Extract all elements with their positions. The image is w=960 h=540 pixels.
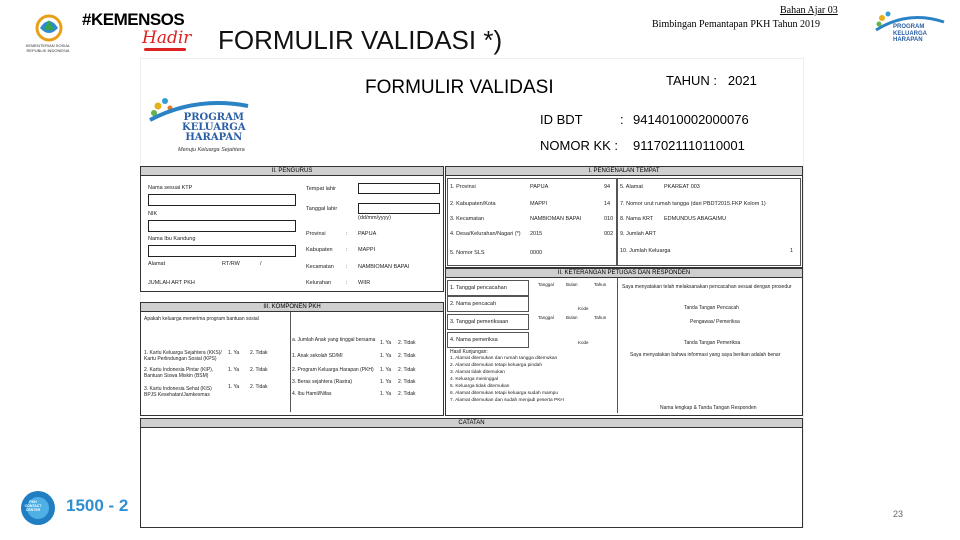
hasil-header: Hasil Kunjungan: xyxy=(450,349,488,355)
pengenalan-r1-code: 94 xyxy=(604,184,611,190)
pengenalan-r1b-label: 5. Alamat xyxy=(620,184,643,190)
pengenalan-r1b-value: PKAREAT 003 xyxy=(664,184,700,190)
pengenalan-r5b-value: 1 xyxy=(790,248,794,254)
komponen-q7-ya[interactable]: 1. Ya xyxy=(380,379,392,385)
section-pengurus-header: II. PENGURUS xyxy=(141,167,443,176)
field-tanggal-lahir[interactable] xyxy=(358,203,440,214)
hotline-caption: PKH CONTACT CENTER xyxy=(24,500,42,512)
k3-tanggal: Tanggal xyxy=(538,315,554,320)
hasil-4: 4. Keluarga meninggal xyxy=(450,377,499,382)
keterangan-k4: 4. Nama pemeriksa xyxy=(450,337,498,343)
komponen-q2-tidak[interactable]: 2. Tidak xyxy=(250,367,268,373)
komponen-q7-tidak[interactable]: 2. Tidak xyxy=(398,379,416,385)
id-bdt-value: 9414010002000076 xyxy=(633,112,749,127)
komponen-q6: 2. Program Keluarga Harapan (PKH) xyxy=(292,367,374,373)
komponen-q8-ya[interactable]: 1. Ya xyxy=(380,391,392,397)
hasil-3: 3. Alamat tidak ditemukan xyxy=(450,370,505,375)
nomor-kk-value: 9117021110110001 xyxy=(633,138,745,153)
brand-hashtag: #KEMENSOS xyxy=(82,10,185,29)
form-title: FORMULIR VALIDASI xyxy=(365,77,554,98)
value-kecamatan: NAMBIOMAN BAPAI xyxy=(358,264,410,270)
colon-kelurahan: : xyxy=(346,280,348,286)
komponen-q3: 3. Kartu Indonesia Sehat (KIS) BPJS Kesehatan/Jamkesmas xyxy=(144,386,212,398)
value-kelurahan: WIIR xyxy=(358,280,371,286)
k3-tahun: Tahun xyxy=(594,315,607,320)
keterangan-k2: 2. Nama pencacah xyxy=(450,301,497,307)
ministry-caption: KEMENTERIAN SOSIAL REPUBLIK INDONESIA xyxy=(25,43,71,53)
hasil-7: 7. Alamat ditemukan dan sudah menjadi peserta PKH xyxy=(450,398,564,403)
hasil-6: 6. Alamat ditemukan tetapi keluarga sudah mampu xyxy=(450,391,558,396)
k1-tahun: Tahun xyxy=(594,282,607,287)
pengenalan-r3-label: 3. Kecamatan xyxy=(450,216,484,222)
komponen-q3-tidak[interactable]: 2. Tidak xyxy=(250,384,268,390)
komponen-q4-ya[interactable]: 1. Ya xyxy=(380,340,392,346)
material-label: Bahan Ajar 03 xyxy=(780,5,838,16)
hasil-1: 1. Alamat ditemukan dan rumah tangga ditemukan xyxy=(450,356,558,361)
field-nama-ibu[interactable] xyxy=(148,245,296,257)
k3-bulan: Bulan xyxy=(566,315,578,320)
pengenalan-r2b-label: 7. Nomor urut rumah tangga (dari PBDT2015.FKP Kolom 1) xyxy=(620,201,766,207)
brand-tagline: Hadir xyxy=(142,28,192,48)
label-kelurahan: Kelurahan xyxy=(306,280,332,286)
pengenalan-r4-code: 002 xyxy=(604,231,614,237)
field-nik[interactable] xyxy=(148,220,296,232)
k2-kode: Kode xyxy=(578,306,589,311)
komponen-q8: 4. Ibu Hamil/Nifas xyxy=(292,391,332,397)
pengenalan-r2-code: 14 xyxy=(604,201,611,207)
keterangan-divider xyxy=(617,278,618,413)
kemensos-emblem-icon xyxy=(18,8,80,64)
label-nama-ktp: Nama sesuai KTP xyxy=(148,185,193,191)
komponen-q2: 2. Kartu Indonesia Pintar (KIP), Bantuan Siswa Miskin (BSM) xyxy=(144,367,214,379)
keterangan-note1: Saya menyatakan telah melaksanakan pencacahan sesuai dengan prosedur xyxy=(622,284,792,290)
komponen-q4: a. Jumlah Anak yang tinggal bersama xyxy=(292,337,376,343)
label-kecamatan: Kecamatan xyxy=(306,264,334,270)
form-year: TAHUN : 2021 xyxy=(666,73,757,88)
komponen-q1-tidak[interactable]: 2. Tidak xyxy=(250,350,268,356)
section-keterangan-header: II. KETERANGAN PETUGAS DAN RESPONDEN xyxy=(446,269,802,278)
label-provinsi: Provinsi xyxy=(306,231,326,237)
page-number: 23 xyxy=(893,509,904,519)
komponen-q6-ya[interactable]: 1. Ya xyxy=(380,367,392,373)
id-bdt-colon: : xyxy=(620,112,624,127)
pengenalan-r5-value: 0000 xyxy=(530,250,543,256)
komponen-q7: 3. Beras sejahtera (Rastra) xyxy=(292,379,353,385)
colon-provinsi: : xyxy=(346,231,348,237)
komponen-q5-tidak[interactable]: 2. Tidak xyxy=(398,353,416,359)
komponen-q6-tidak[interactable]: 2. Tidak xyxy=(398,367,416,373)
pengenalan-r1-value: PAPUA xyxy=(530,184,549,190)
komponen-q5-ya[interactable]: 1. Ya xyxy=(380,353,392,359)
field-tempat-lahir[interactable] xyxy=(358,183,440,194)
section-pengenalan-header: I. PENGENALAN TEMPAT xyxy=(446,167,802,176)
komponen-q1: 1. Kartu Keluarga Sejahtera (KKS)/ Kartu Perlindungan Sosial (KPS) xyxy=(144,350,222,362)
colon-kabupaten: : xyxy=(346,247,348,253)
hotline-number: 1500 - 2 xyxy=(66,496,129,515)
colon-kecamatan: : xyxy=(346,264,348,270)
komponen-q1-ya[interactable]: 1. Ya xyxy=(228,350,240,356)
course-label: Bimbingan Pemantapan PKH Tahun 2019 xyxy=(652,19,820,30)
komponen-q5: 1. Anak sekolah SD/MI xyxy=(292,353,343,359)
komponen-divider xyxy=(290,312,291,412)
keterangan-k1: 1. Tanggal pencacahan xyxy=(450,285,507,291)
value-kabupaten: MAPPI xyxy=(358,247,376,253)
label-alamat: Alamat xyxy=(148,261,166,267)
keterangan-note2: Pengawas/ Pemeriksa xyxy=(690,319,740,325)
label-rt-rw: RT/RW xyxy=(222,261,240,267)
pengenalan-r2-value: MAPPI xyxy=(530,201,548,207)
komponen-q8-tidak[interactable]: 2. Tidak xyxy=(398,391,416,397)
label-tanggal-lahir: Tanggal lahir xyxy=(306,206,338,212)
pkh-tagline: Menuju Keluarga Sejahtera xyxy=(178,147,245,153)
id-bdt-label: ID BDT xyxy=(540,112,583,127)
pengenalan-r4-value: 2015 xyxy=(530,231,543,237)
hasil-2: 2. Alamat ditemukan tetapi keluarga pindah xyxy=(450,363,543,368)
label-nama-ibu: Nama Ibu Kandung xyxy=(148,236,196,242)
pengenalan-r2-label: 2. Kabupaten/Kota xyxy=(450,201,496,207)
section-catatan xyxy=(140,418,803,528)
komponen-intro: Apakah keluarga menerima program bantuan sosial xyxy=(144,316,259,322)
pengenalan-r4-label: 4. Desa/Kelurahan/Nagari (*) xyxy=(450,231,521,237)
komponen-q4-tidak[interactable]: 2. Tidak xyxy=(398,340,416,346)
nomor-kk-label: NOMOR KK : xyxy=(540,138,619,153)
value-provinsi: PAPUA xyxy=(358,231,377,237)
label-tempat-lahir: Tempat lahir xyxy=(306,186,336,192)
hasil-5: 5. Keluarga tidak ditemukan xyxy=(450,384,510,389)
label-nik: NIK xyxy=(148,211,158,217)
respondent-sign: Nama lengkap & Tanda Tangan Responden xyxy=(660,405,757,411)
pengenalan-r3b-value: EDMUNDUS ABAGAIMU xyxy=(664,216,727,222)
pengenalan-r3b-label: 8. Nama KRT xyxy=(620,216,654,222)
keterangan-sign1: Tanda Tangan Pencacah xyxy=(684,305,739,311)
date-format-hint: (dd/mm/yyyy) xyxy=(358,215,391,221)
k1-bulan: Bulan xyxy=(566,282,578,287)
k4-kode: Kode xyxy=(578,340,589,345)
pengenalan-r3-code: 010 xyxy=(604,216,614,222)
pengenalan-r3-value: NAMBIOMAN BAPAI xyxy=(530,216,582,222)
field-nama-ktp[interactable] xyxy=(148,194,296,206)
keterangan-sign2: Tanda Tangan Pemeriksa xyxy=(684,340,741,346)
tagline-underline xyxy=(144,48,186,51)
pengenalan-r5-label: 5. Nomor SLS xyxy=(450,250,485,256)
pengenalan-r4b-label: 9. Jumlah ART xyxy=(620,231,656,237)
pengenalan-r5b-label: 10. Jumlah Keluarga xyxy=(620,248,671,254)
pkh-logo-text: PROGRAM KELUARGA HARAPAN xyxy=(182,112,246,143)
komponen-q3-ya[interactable]: 1. Ya xyxy=(228,384,240,390)
keterangan-k3: 3. Tanggal pemeriksaan xyxy=(450,319,509,325)
catatan-header: CATATAN xyxy=(141,419,802,428)
slide-title: FORMULIR VALIDASI *) xyxy=(218,25,503,55)
label-jumlah-art: JUMLAH ART PKH xyxy=(148,280,195,286)
pengenalan-r1-label: 1. Provinsi xyxy=(450,184,476,190)
komponen-q2-ya[interactable]: 1. Ya xyxy=(228,367,240,373)
respondent-statement: Saya menyatakan bahwa informasi yang saya berikan adalah benar xyxy=(630,352,781,358)
rt-rw-slash: / xyxy=(260,261,262,267)
k1-tanggal: Tanggal xyxy=(538,282,554,287)
pkh-logo-right-text: PROGRAM KELUARGA HARAPAN xyxy=(893,24,927,43)
label-kabupaten: Kabupaten xyxy=(306,247,333,253)
section-komponen-header: III. KOMPONEN PKH xyxy=(141,303,443,312)
